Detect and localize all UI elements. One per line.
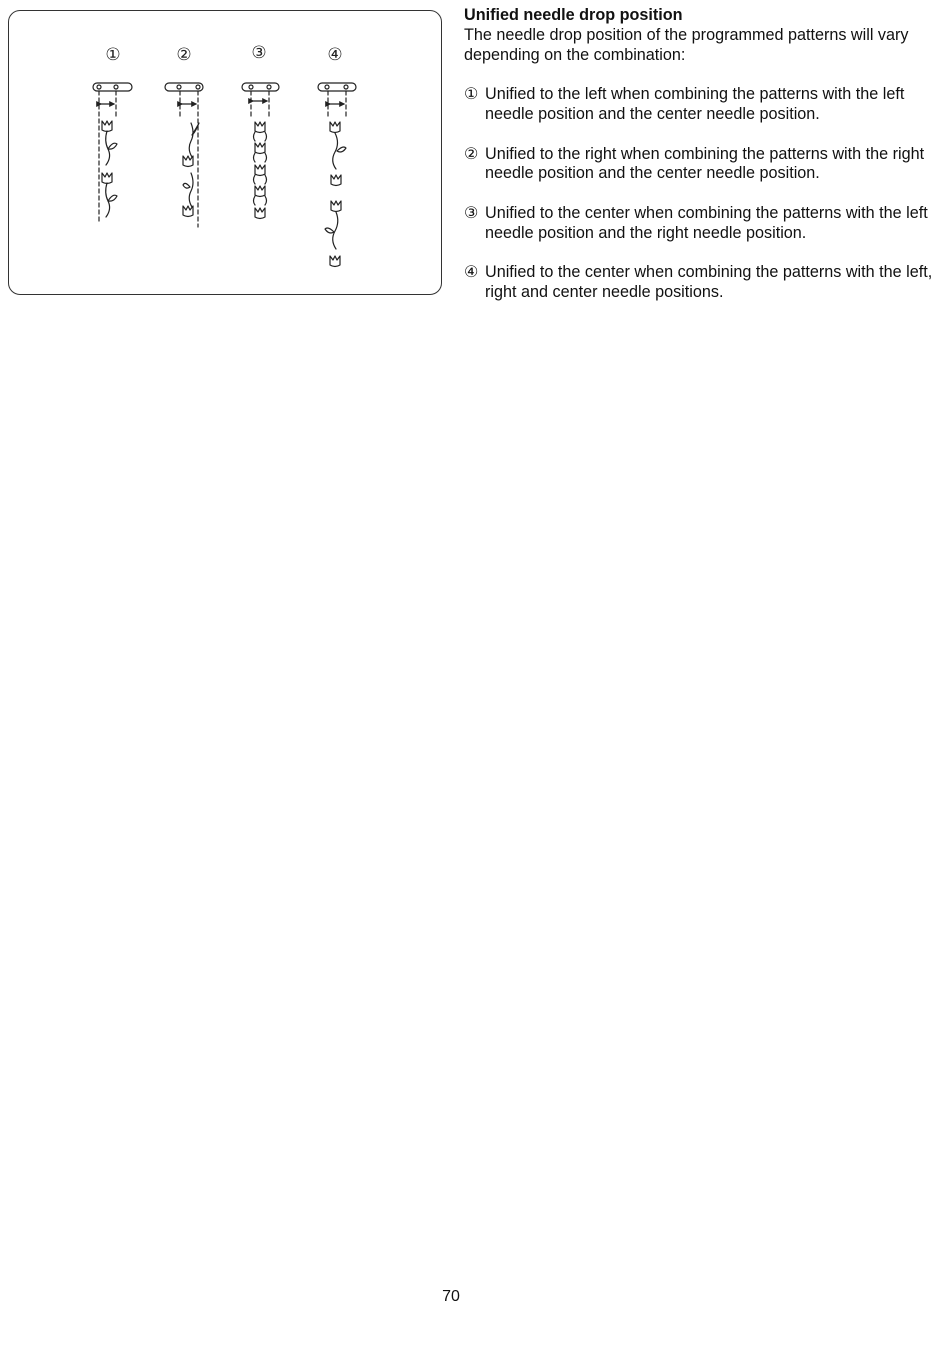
item-marker: ④ [464,263,479,282]
column-1-diagram [93,45,132,222]
needle-plate-1 [93,83,132,91]
item-text: Unified to the center when combining the patterns with the left needle position and the right needle position. [485,203,928,242]
illustration-panel [8,10,442,295]
needle-plate-2 [165,83,203,91]
column-3-diagram [242,43,279,219]
needle-plate-4 [318,83,356,91]
section-heading: Unified needle drop position [464,6,683,24]
instruction-text [464,6,934,323]
item-text: Unified to the center when combining the patterns with the left, right and center needle positions. [485,263,933,302]
item-marker: ① [464,85,479,104]
needle-drop-illustration [9,11,443,296]
page-number: 70 [442,1288,460,1305]
intro-paragraph: The needle drop position of the programmed patterns will vary depending on the combination: [464,25,909,64]
item-marker: ② [464,144,479,163]
column-4-marker: ④ [327,45,343,65]
list-item [464,204,934,244]
needle-plate-3 [242,83,279,91]
list-item [464,263,934,303]
list-item [464,85,934,125]
column-1-marker: ① [105,45,121,65]
column-2-diagram [165,45,203,227]
item-marker: ③ [464,203,479,222]
item-text: Unified to the right when combining the patterns with the right needle position and the center needle position. [485,144,925,183]
column-3-marker: ③ [251,43,267,63]
column-4-diagram [318,45,356,267]
item-text: Unified to the left when combining the patterns with the left needle position and the center needle position. [485,85,905,123]
list-item [464,145,934,185]
column-2-marker: ② [176,45,192,65]
